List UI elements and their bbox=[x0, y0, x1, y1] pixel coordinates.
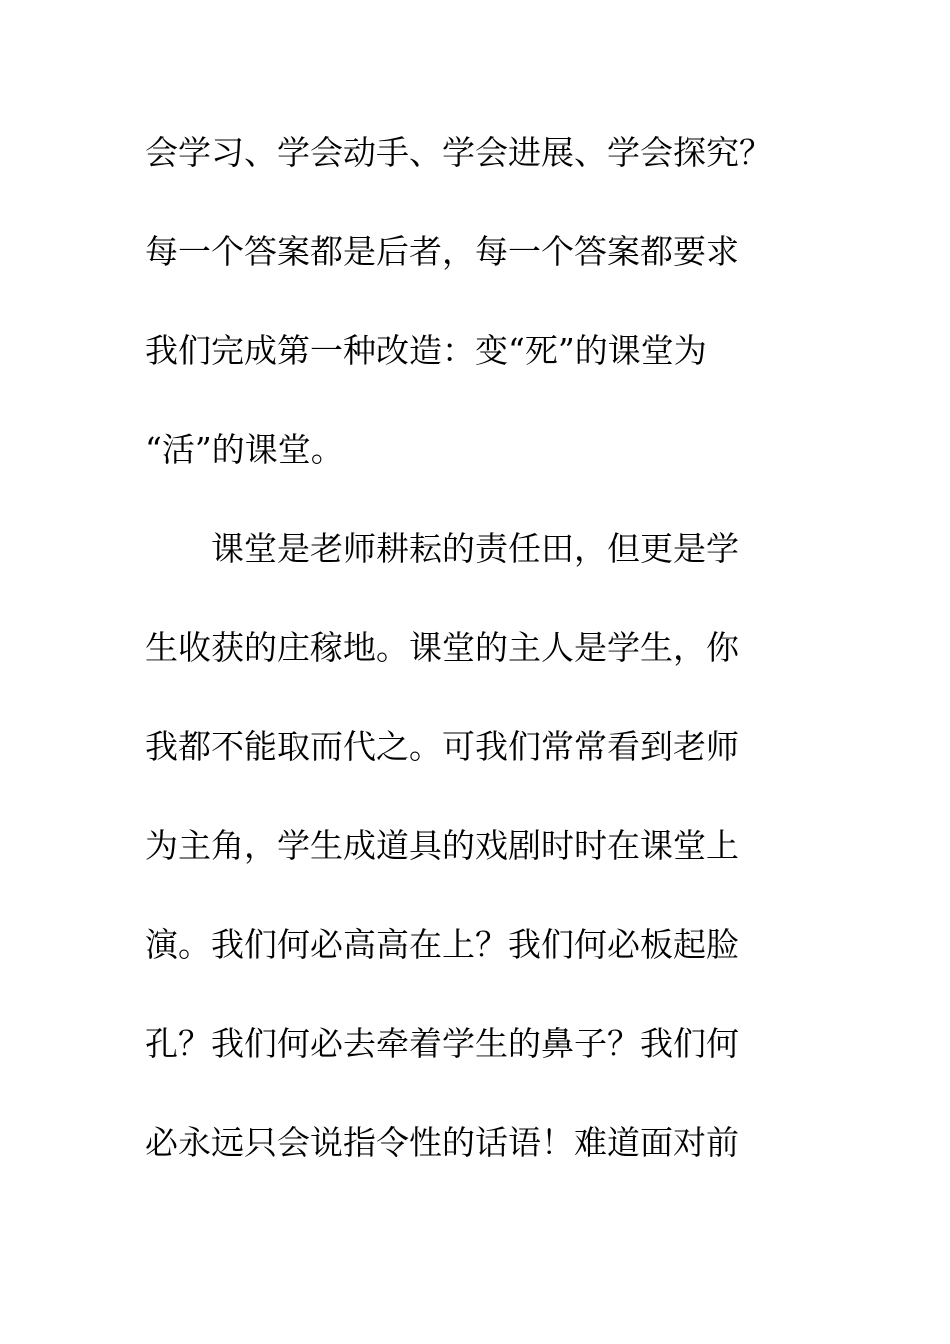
text-line: 孔？我们何必去牵着学生的鼻子？我们何 bbox=[145, 1024, 739, 1063]
text-line: 我都不能取而代之。可我们常常看到老师 bbox=[145, 727, 739, 766]
text-line: 会学习、学会动手、学会进展、学会探究？ bbox=[145, 133, 772, 172]
body-text bbox=[145, 125, 805, 1214]
text-line: 为主角，学生成道具的戏剧时时在课堂上 bbox=[145, 826, 739, 865]
text-line: 生收获的庄稼地。课堂的主人是学生，你 bbox=[145, 628, 739, 667]
text-line: 每一个答案都是后者，每一个答案都要求 bbox=[145, 232, 739, 271]
paragraph-start-line: 课堂是老师耕耘的责任田，但更是学 bbox=[145, 529, 739, 568]
text-line: 我们完成第一种改造：变“死”的课堂为 bbox=[145, 331, 707, 370]
text-line: 必永远只会说指令性的话语！难道面对前 bbox=[145, 1123, 739, 1162]
text-line: “活”的课堂。 bbox=[145, 430, 344, 469]
text-line: 演。我们何必高高在上？我们何必板起脸 bbox=[145, 925, 739, 964]
